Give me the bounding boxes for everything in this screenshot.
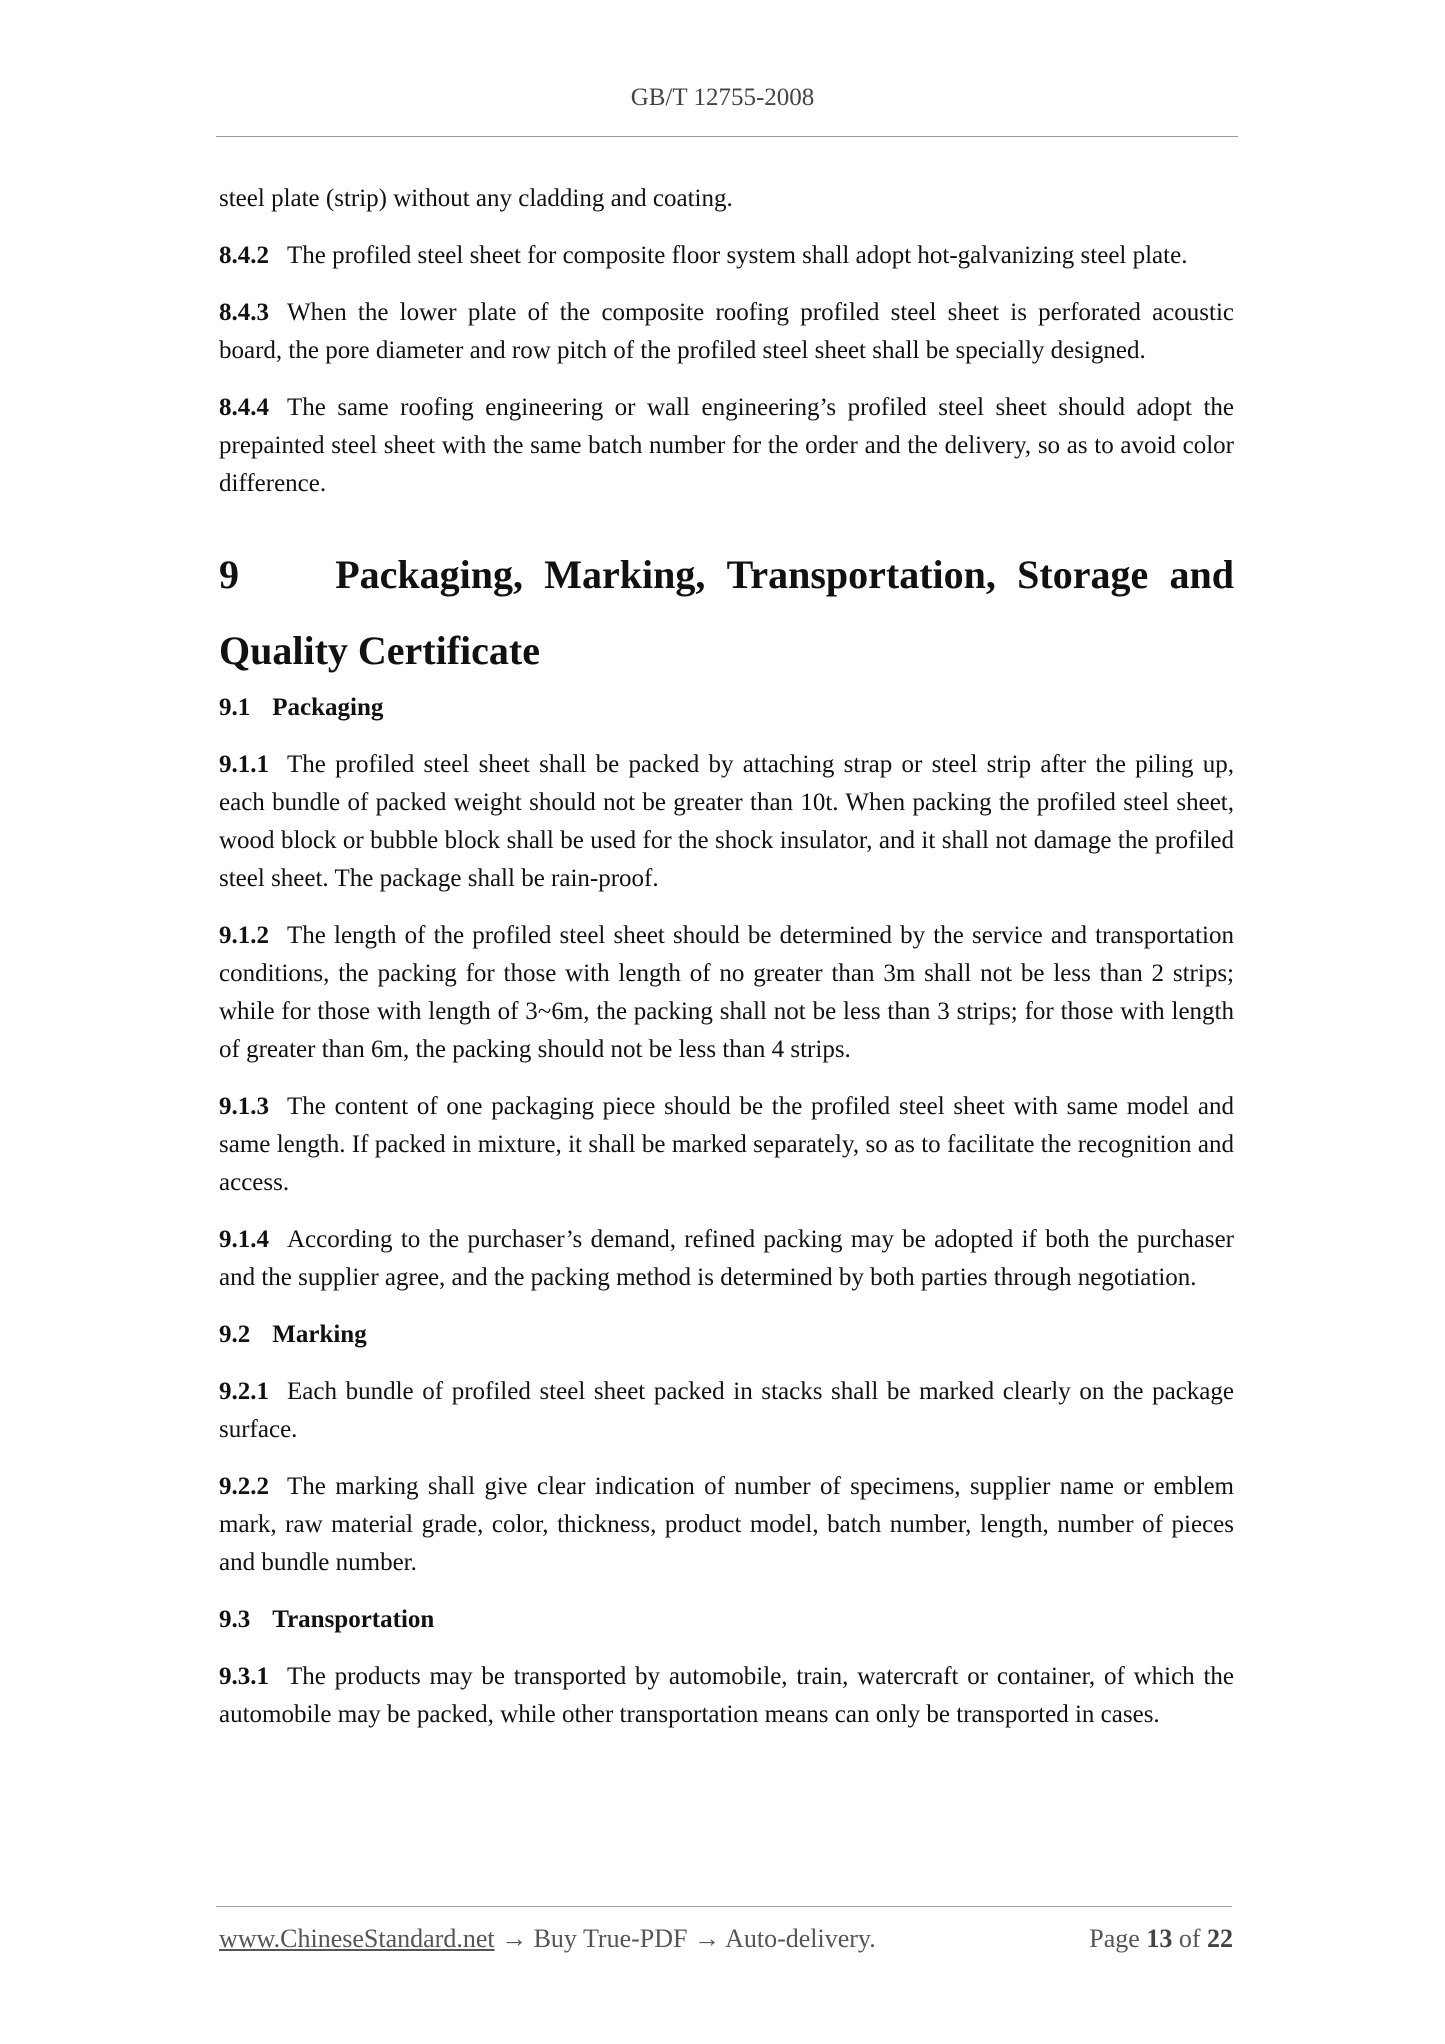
clause-text: The content of one packaging piece should be the profiled steel sheet with same model and same length. If packed in mixture, it shall be marked separately, so as to facilitate the recognition and access. xyxy=(219,1093,1234,1196)
clause-9-2-1 xyxy=(219,1373,1234,1449)
page-footer xyxy=(219,1924,1233,1954)
header-divider xyxy=(216,136,1238,137)
clause-text: The marking shall give clear indication of number of specimens, supplier name or emblem mark, raw material grade, color, thickness, product model, batch number, length, number of pieces and bundle number. xyxy=(219,1473,1234,1576)
section-title-line2: Quality Certificate xyxy=(219,628,540,673)
page-indicator: Page 13 of 22 xyxy=(1089,1924,1233,1953)
clause-text: The length of the profiled steel sheet should be determined by the service and transportation conditions, the packing for those with length of no greater than 3m shall not be less than 2 strips; while for those with length of 3~6m, the packing shall not be less than 3 strips; for those with length of greater than 6m, the packing should not be less than 4 strips. xyxy=(219,922,1234,1063)
clause-number: 9.1.4 xyxy=(219,1226,269,1253)
clause-9-1-2 xyxy=(219,917,1234,1069)
clause-8-4-4 xyxy=(219,389,1234,503)
footer-promo xyxy=(219,1924,876,1954)
clause-text: Each bundle of profiled steel sheet packed in stacks shall be marked clearly on the package surface. xyxy=(219,1378,1234,1443)
website-link[interactable]: www.ChineseStandard.net xyxy=(219,1924,495,1953)
clause-text: According to the purchaser’s demand, refined packing may be adopted if both the purchaser and the supplier agree, and the packing method is determined by both parties through negotiation. xyxy=(219,1226,1234,1291)
clause-text: The same roofing engineering or wall engineering’s profiled steel sheet should adopt the prepainted steel sheet with the same batch number for the order and the delivery, so as to avoid color difference. xyxy=(219,394,1234,497)
clause-number: 8.4.2 xyxy=(219,242,269,269)
current-page: 13 xyxy=(1146,1924,1173,1953)
total-pages: 22 xyxy=(1207,1924,1233,1953)
clause-9-2-2 xyxy=(219,1468,1234,1582)
clause-text: The profiled steel sheet for composite floor system shall adopt hot-galvanizing steel plate. xyxy=(287,242,1188,269)
clause-text: The profiled steel sheet shall be packed by attaching strap or steel strip after the piling up, each bundle of packed weight should not be greater than 10t. When packing the profiled steel sheet, wood block or bubble block shall be used for the shock insulator, and it shall not damage the profiled steel sheet. The package shall be rain-proof. xyxy=(219,751,1234,892)
standard-code: GB/T 12755-2008 xyxy=(630,84,815,111)
clause-9-1-3 xyxy=(219,1088,1234,1202)
clause-number: 9.1.3 xyxy=(219,1093,269,1120)
running-header xyxy=(216,84,1229,124)
clause-9-1-1 xyxy=(219,746,1234,898)
buy-pdf-text: Buy True-PDF xyxy=(533,1924,688,1953)
clause-number: 9.2.2 xyxy=(219,1473,269,1500)
subsection-9-1-heading: 9.1 Packaging xyxy=(219,694,384,721)
clause-number: 9.1.2 xyxy=(219,922,269,949)
paragraph-continuation: steel plate (strip) without any cladding and coating. xyxy=(219,185,733,212)
clause-8-4-3 xyxy=(219,294,1234,370)
clause-8-4-2 xyxy=(219,237,1234,275)
clause-number: 8.4.4 xyxy=(219,394,269,421)
clause-text: The products may be transported by automobile, train, watercraft or container, of which the automobile may be packed, while other transportation means can only be transported in cases. xyxy=(219,1663,1234,1728)
clause-9-1-4 xyxy=(219,1221,1234,1297)
clause-number: 9.1.1 xyxy=(219,751,269,778)
arrow-right-icon: → xyxy=(501,1924,528,1953)
auto-delivery-text: Auto-delivery. xyxy=(725,1924,876,1953)
footer-divider xyxy=(216,1906,1232,1907)
clause-9-3-1 xyxy=(219,1658,1234,1734)
clause-number: 9.3.1 xyxy=(219,1663,269,1690)
section-9-heading: 9 Packaging, Marking, Transportation, Storage and Quality Certificate xyxy=(219,537,1234,689)
page-content xyxy=(219,180,1234,1734)
section-number: 9 xyxy=(219,552,239,597)
subsection-9-2-heading: 9.2 Marking xyxy=(219,1321,367,1348)
arrow-right-icon: → xyxy=(694,1924,720,1953)
clause-number: 9.2.1 xyxy=(219,1378,269,1405)
clause-number: 8.4.3 xyxy=(219,299,269,326)
clause-text: When the lower plate of the composite roofing profiled steel sheet is perforated acoustic board, the pore diameter and row pitch of the profiled steel sheet shall be specially designed. xyxy=(219,299,1234,364)
subsection-9-3-heading: 9.3 Transportation xyxy=(219,1606,435,1633)
